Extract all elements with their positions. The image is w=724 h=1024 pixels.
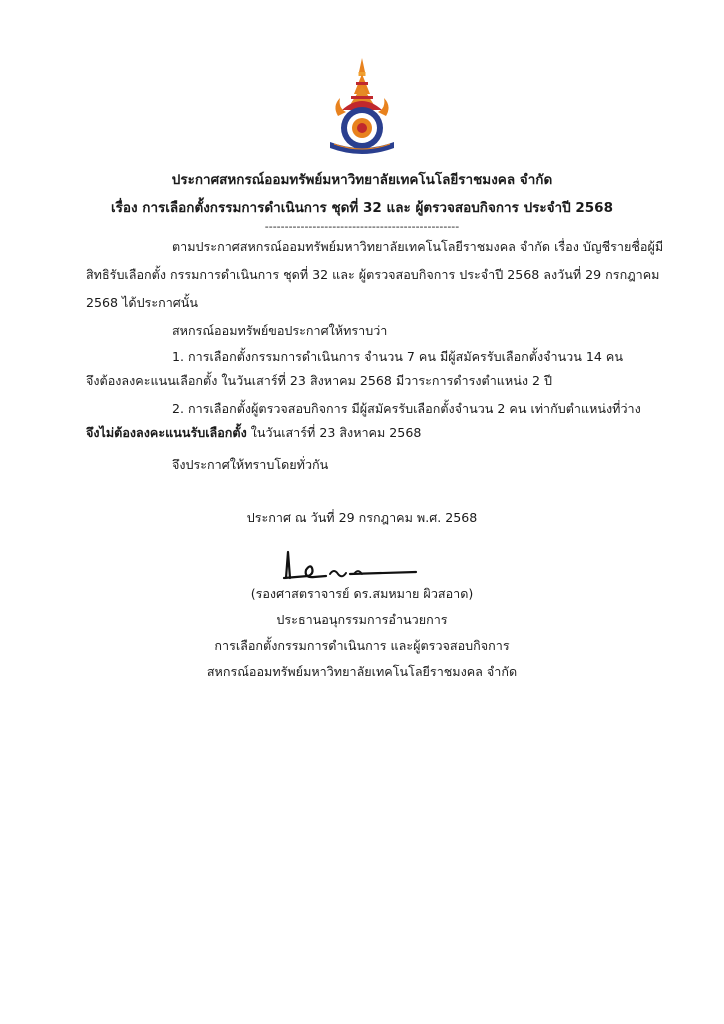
announcement-title: ประกาศสหกรณ์ออมทรัพย์มหาวิทยาลัยเทคโนโลยีราชมงคล จำกัด <box>171 172 553 188</box>
paragraph-1-line-1: ตามประกาศสหกรณ์ออมทรัพย์มหาวิทยาลัยเทคโนโลยีราชมงคล จำกัด เรื่อง บัญชีรายชื่อผู้มี <box>172 239 664 254</box>
signer-role-1: ประธานอนุกรรมการอำนวยการ <box>276 612 448 627</box>
handwritten-signature <box>280 548 420 584</box>
item-1-line-2: จึงต้องลงคะแนนเลือกตั้ง ในวันเสาร์ที่ 23 สิงหาคม 2568 มีวาระการดำรงตำแหน่ง 2 ปี <box>86 373 552 388</box>
paragraph-1-line-3: 2568 ได้ประกาศนั้น <box>86 295 198 310</box>
university-emblem-logo <box>324 58 400 154</box>
paragraph-1-line-2: สิทธิรับเลือกตั้ง กรรมการดำเนินการ ชุดที่ 32 และ ผู้ตรวจสอบกิจการ ประจำปี 2568 ลงวันที่ 29 กรกฎาคม <box>86 267 660 282</box>
item-2-line-2 <box>86 424 421 442</box>
item-2-line-1: 2. การเลือกตั้งผู้ตรวจสอบกิจการ มีผู้สมัครรับเลือกตั้งจำนวน 2 คน เท่ากับตำแหน่งที่ว่าง <box>172 401 641 416</box>
item-1-line-1: 1. การเลือกตั้งกรรมการดำเนินการ จำนวน 7 คน มีผู้สมัครรับเลือกตั้งจำนวน 14 คน <box>172 349 623 364</box>
announcement-date: ประกาศ ณ วันที่ 29 กรกฎาคม พ.ศ. 2568 <box>246 510 478 525</box>
separator-line: ------------------------------------------------- <box>264 220 460 233</box>
signer-name: (รองศาสตราจารย์ ดร.สมหมาย ผิวสอาด) <box>250 586 474 601</box>
item-2-emphasis: จึงไม่ต้องลงคะแนนรับเลือกตั้ง <box>86 425 247 440</box>
signer-role-3: สหกรณ์ออมทรัพย์มหาวิทยาลัยเทคโนโลยีราชมงคล จำกัด <box>206 664 518 679</box>
signer-role-2: การเลือกตั้งกรรมการดำเนินการ และผู้ตรวจสอบกิจการ <box>214 638 510 653</box>
item-2-rest: ในวันเสาร์ที่ 23 สิงหาคม 2568 <box>246 425 422 440</box>
paragraph-2: สหกรณ์ออมทรัพย์ขอประกาศให้ทราบว่า <box>172 323 388 338</box>
announcement-subject: เรื่อง การเลือกตั้งกรรมการดำเนินการ ชุดที่ 32 และ ผู้ตรวจสอบกิจการ ประจำปี 2568 <box>111 200 613 216</box>
closing-text: จึงประกาศให้ทราบโดยทั่วกัน <box>172 457 329 472</box>
